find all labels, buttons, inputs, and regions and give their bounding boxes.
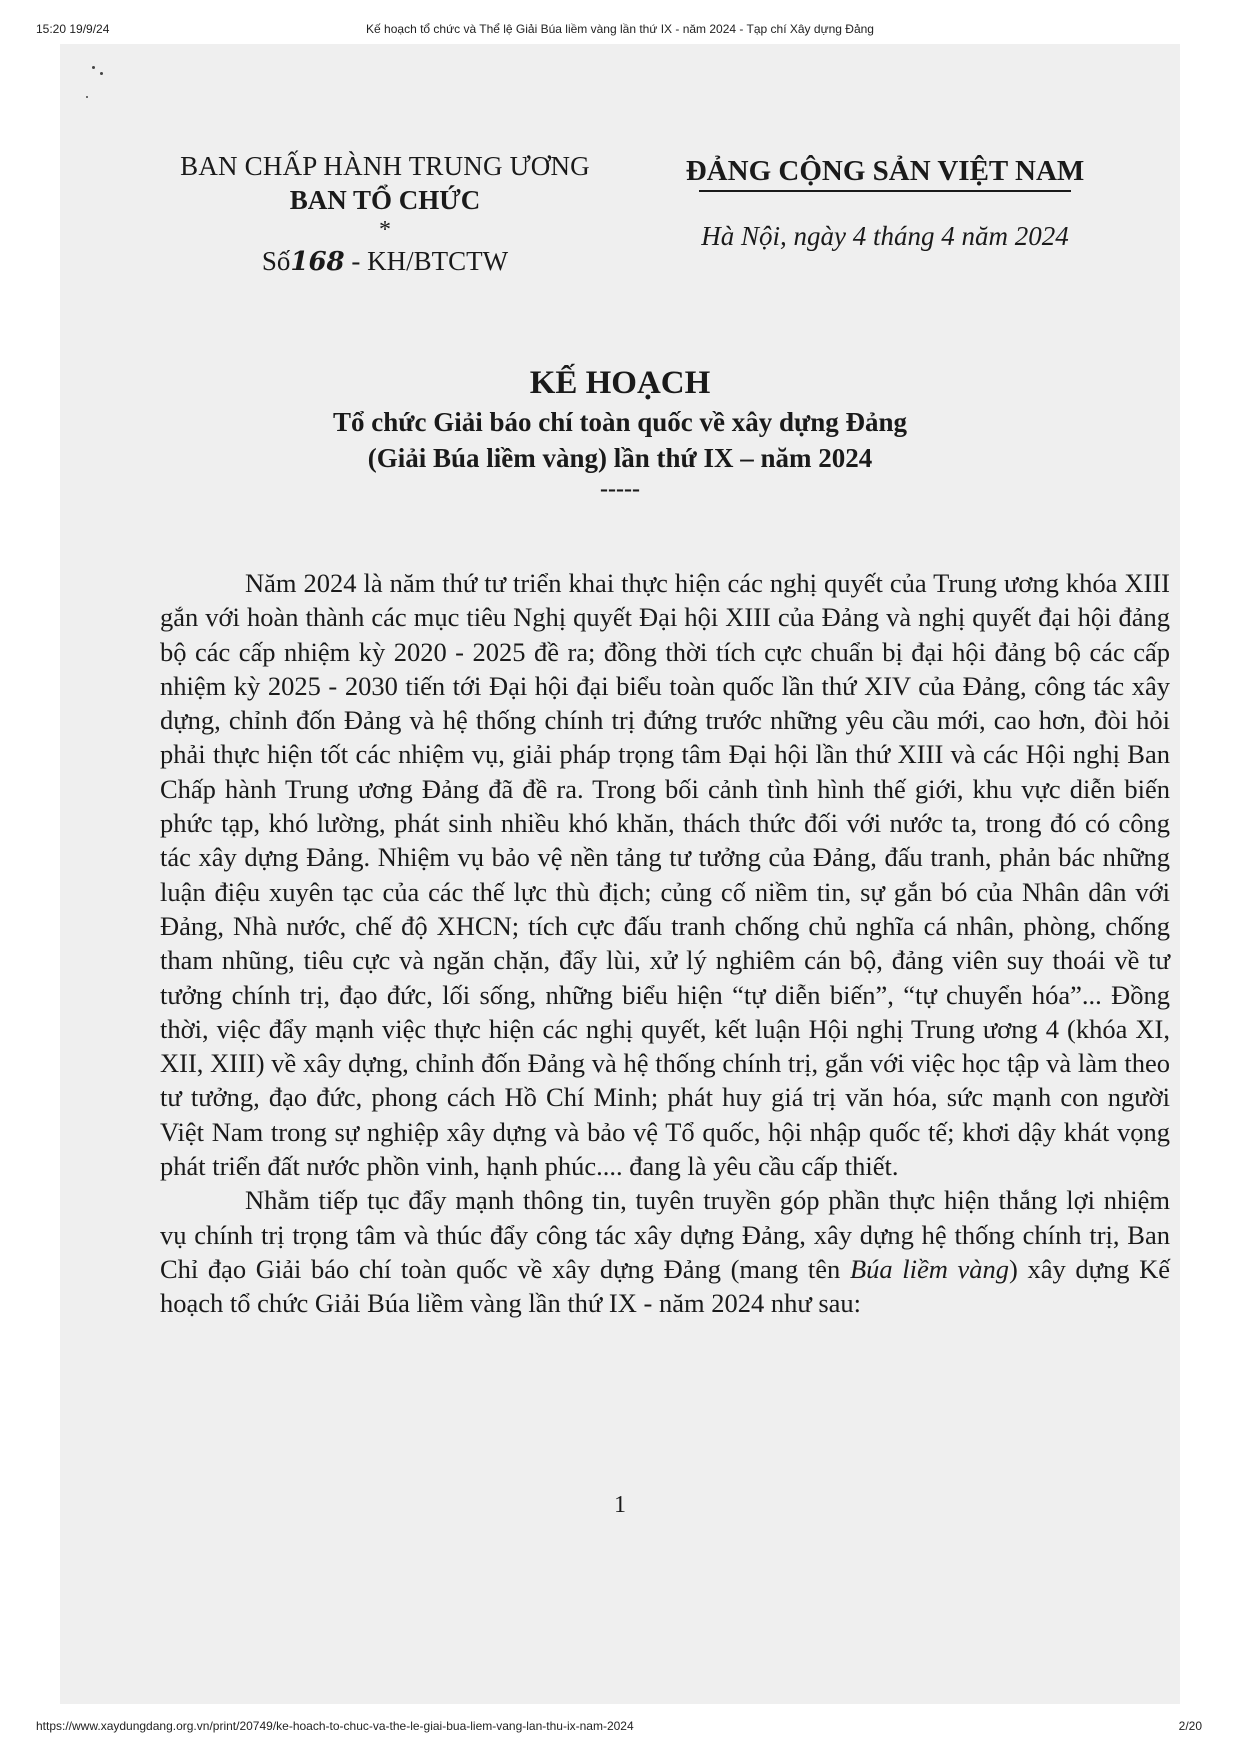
title-separator: -----: [600, 476, 640, 502]
issuer-star: *: [379, 217, 391, 243]
body-paragraph-1: Năm 2024 là năm thứ tư triển khai thực hiện các nghị quyết của Trung ương khóa XIII gắn với hoàn thành các mục tiêu Nghị quyết Đại hội XIII của Đảng và nghị quyết đại hội đảng bộ các cấp nhiệm kỳ 2020 - 2025 đề ra; đồng thời tích cực chuẩn bị đại hội đảng bộ các cấp nhiệm kỳ 2025 - 2030 tiến tới Đại hội đại biểu toàn quốc lần thứ XIV của Đảng, công tác xây dựng, chỉnh đốn Đảng và hệ thống chính trị đứng trước những yêu cầu mới, cao hơn, đòi hỏi phải thực hiện tốt các nhiệm vụ, giải pháp trọng tâm Đại hội lần thứ XIII và các Hội nghị Ban Chấp hành Trung ương Đảng đã đề ra. Trong bối cảnh tình hình thế giới, khu vực diễn biến phức tạp, khó lường, phát sinh nhiều khó khăn, thách thức đối với nước ta, trong đó có công tác xây dựng Đảng. Nhiệm vụ bảo vệ nền tảng tư tưởng của Đảng, đấu tranh, phản bác những luận điệu xuyên tạc của các thế lực thù địch; củng cố niềm tin, sự gắn bó của Nhân dân với Đảng, Nhà nước, chế độ XHCN; tích cực đấu tranh chống chủ nghĩa cá nhân, phòng, chống tham nhũng, tiêu cực và ngăn chặn, đẩy lùi, xử lý nghiêm cán bộ, đảng viên suy thoái về tư tưởng chính trị, đạo đức, lối sống, những biểu hiện “tự diễn biến”, “tự chuyển hóa”... Đồng thời, việc đẩy mạnh việc thực hiện các nghị quyết, kết luận Hội nghị Trung ương 4 (khóa XI, XII, XIII) về xây dựng, chỉnh đốn Đảng và hệ thống chính trị, gắn với việc học tập và làm theo tư tưởng, đạo đức, phong cách Hồ Chí Minh; phát huy giá trị văn hóa, sức mạnh con người Việt Nam trong sự nghiệp xây dựng và bảo vệ Tổ quốc, hội nhập quốc tế; khơi dậy khát vọng phát triển đất nước phồn vinh, hạnh phúc.... đang là yêu cầu cấp thiết.: [160, 568, 1170, 1182]
body-paragraph-2-italic: Búa liềm vàng: [849, 1253, 1010, 1284]
print-header: [0, 22, 1240, 42]
place-date: Hà Nội, ngày 4 tháng 4 năm 2024: [701, 221, 1069, 251]
document-title-block: [60, 362, 1180, 502]
body-paragraph-2-part1: Nhằm tiếp tục đẩy mạnh thông tin, tuyên truyền góp phần thực hiện thắng lợi nhiệm vụ chính trị trọng tâm và thúc đẩy công tác xây dựng Đảng, xây dựng hệ thống chính trị, Ban Chỉ đạo Giải báo chí toàn quốc về xây dựng Đảng (mang tên: [160, 1185, 1170, 1284]
document-number-suffix: - KH/BTCTW: [344, 246, 509, 276]
issuer-name: BAN TỔ CHỨC: [289, 185, 481, 215]
print-page-title: Kế hoạch tổ chức và Thể lệ Giải Búa liềm vàng lần thứ IX - năm 2024 - Tạp chí Xây dựng Đảng: [366, 22, 874, 36]
document-body: [160, 566, 1170, 1321]
document-number-handwritten: 168: [290, 247, 345, 277]
document-number-prefix: Số: [261, 246, 291, 276]
party-underline: [699, 190, 1071, 192]
document-number: [150, 243, 620, 280]
print-timestamp: 15:20 19/9/24: [36, 22, 110, 36]
party-block: [615, 154, 1155, 252]
issuer-parent: BAN CHẤP HÀNH TRUNG ƯƠNG: [180, 151, 590, 181]
scanned-page: [60, 44, 1180, 1704]
print-page-indicator: 2/20: [1178, 1719, 1202, 1733]
body-paragraph-2-part2: ) xây dựng Kế hoạch tổ chức Giải Búa liềm vàng lần thứ IX - năm 2024 như sau:: [160, 1253, 1170, 1319]
print-url: https://www.xaydungdang.org.vn/print/20749/ke-hoach-to-chuc-va-the-le-giai-bua-liem-vang-lan-thu-ix-nam-2024: [36, 1719, 634, 1733]
document: [60, 44, 1180, 1704]
party-name: ĐẢNG CỘNG SẢN VIỆT NAM: [685, 155, 1085, 187]
issuer-block: [150, 149, 620, 280]
document-subtitle-line2: (Giải Búa liềm vàng) lần thứ IX – năm 2024: [367, 443, 873, 473]
page-number: 1: [614, 1492, 626, 1518]
body-paragraph-2: [160, 1183, 1170, 1320]
print-footer: [0, 1719, 1240, 1739]
document-type: KẾ HOẠCH: [529, 365, 711, 401]
document-subtitle-line1: Tổ chức Giải báo chí toàn quốc về xây dựng Đảng: [333, 407, 907, 437]
